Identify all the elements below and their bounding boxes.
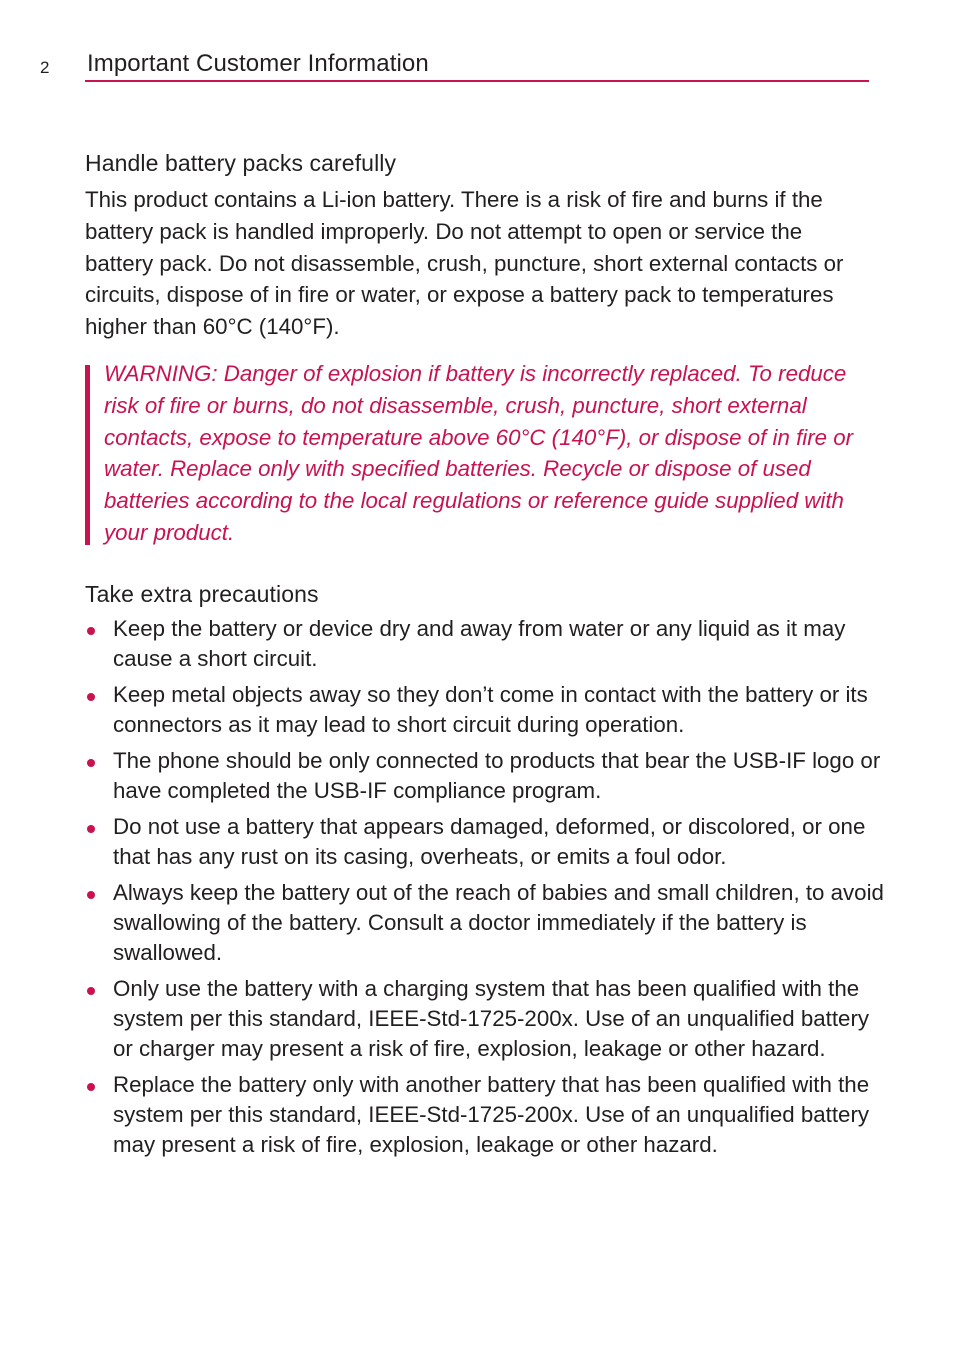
section-heading-battery-packs: Handle battery packs carefully xyxy=(85,150,397,176)
list-item-text: Do not use a battery that appears damaged, deformed, or discolored, or one that has any rust on its casing, overheats, or emits a foul odor. xyxy=(113,814,866,869)
list-item xyxy=(85,878,885,968)
list-item xyxy=(85,812,885,872)
bullet-icon xyxy=(87,987,95,995)
list-item-text: Keep the battery or device dry and away from water or any liquid as it may cause a short circuit. xyxy=(113,616,846,671)
list-item xyxy=(85,1070,885,1160)
page-number: 2 xyxy=(40,58,50,77)
list-item-text: Always keep the battery out of the reach of babies and small children, to avoid swallowing of the battery. Consult a doctor immediately if the battery is swallowed. xyxy=(113,880,884,965)
list-item xyxy=(85,680,885,740)
battery-packs-paragraph: This product contains a Li-ion battery. There is a risk of fire and burns if the battery pack is handled improperly. Do not attempt to open or service the battery pack. Do not disassemble, crush, puncture, short external contacts or circuits, dispose of in fire or water, or expose a battery pack to temperatures higher than 60°C (140°F). xyxy=(85,187,844,340)
bullet-icon xyxy=(87,759,95,767)
bullet-icon xyxy=(87,825,95,833)
precautions-list xyxy=(85,614,885,1166)
list-item-text: Replace the battery only with another battery that has been qualified with the system per this standard, IEEE-Std-1725-200x. Use of an unqualified battery may present a risk of fire, explosion, leakage or other hazard. xyxy=(113,1072,870,1157)
list-item xyxy=(85,974,885,1064)
list-item xyxy=(85,746,885,806)
bullet-icon xyxy=(87,1083,95,1091)
header-divider xyxy=(85,80,869,82)
list-item-text: The phone should be only connected to products that bear the USB-IF logo or have completed the USB-IF compliance program. xyxy=(113,748,881,803)
list-item-text: Keep metal objects away so they don’t come in contact with the battery or its connectors as it may lead to short circuit during operation. xyxy=(113,682,868,737)
bullet-icon xyxy=(87,891,95,899)
warning-text: WARNING: Danger of explosion if battery is incorrectly replaced. To reduce risk of fire or burns, do not disassemble, crush, puncture, short external contacts, expose to temperature above 60°C (140°F), or dispose of in fire or water. Replace only with specified batteries. Recycle or dispose of used batteries according to the local regulations or reference guide supplied with your product. xyxy=(104,361,854,545)
warning-accent-bar xyxy=(85,365,90,545)
bullet-icon xyxy=(87,693,95,701)
page-header-title: Important Customer Information xyxy=(87,50,429,77)
section-heading-precautions: Take extra precautions xyxy=(85,581,319,607)
bullet-icon xyxy=(87,627,95,635)
list-item xyxy=(85,614,885,674)
list-item-text: Only use the battery with a charging system that has been qualified with the system per this standard, IEEE-Std-1725-200x. Use of an unqualified battery or charger may present a risk of fire, explosion, leakage or other hazard. xyxy=(113,976,870,1061)
